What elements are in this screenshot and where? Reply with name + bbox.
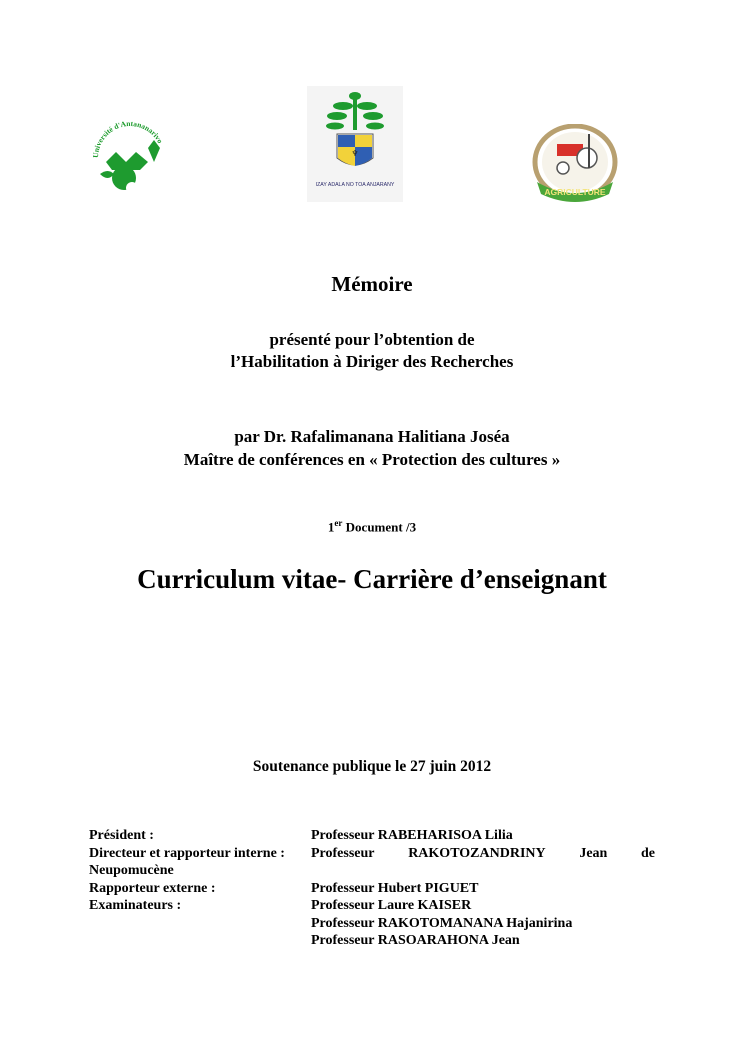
document-number-value: 1 <box>327 519 335 535</box>
memoire-title: Mémoire <box>331 272 413 296</box>
jury-name: Professeur Hubert PIGUET <box>311 880 479 896</box>
jury-examiners-row-3 <box>89 932 655 950</box>
jury-external-row <box>89 880 655 898</box>
svg-text:♆: ♆ <box>351 149 359 158</box>
jury-list <box>89 827 655 950</box>
jury-name: Neupomucène <box>89 863 174 878</box>
defense-date: Soutenance publique le 27 juin 2012 <box>252 758 492 775</box>
document-label: Document /3 <box>342 519 417 535</box>
jury-director-continuation <box>89 862 655 880</box>
jury-name-word: Professeur <box>311 845 375 861</box>
svg-text:Université d'Antananarivo: Université d'Antananarivo <box>90 118 165 159</box>
jury-name-word: Jean <box>579 845 608 861</box>
jury-name: Professeur RABEHARISOA Lilia <box>311 828 513 843</box>
jury-examiners-row <box>89 897 655 915</box>
jury-name-word: de <box>641 845 655 861</box>
jury-name: Professeur RASOARAHONA Jean <box>311 933 520 948</box>
jury-examiners-row-2 <box>89 915 655 933</box>
subtitle-line-2: l’Habilitation à Diriger des Recherches <box>230 352 514 371</box>
jury-name: Professeur RAKOTOMANANA Hajanirina <box>311 915 573 931</box>
svg-text:AGRICULTURE: AGRICULTURE <box>544 187 606 197</box>
main-title: Curriculum vitae- Carrière d’enseignant <box>137 564 607 594</box>
jury-name-word: RAKOTOZANDRINY <box>408 845 546 861</box>
jury-president-row <box>89 827 655 845</box>
author-line-2: Maître de conférences en « Protection des cultures » <box>183 450 561 469</box>
jury-role: Rapporteur externe : <box>89 880 216 896</box>
subtitle-line-1: présenté pour l’obtention de <box>269 330 475 349</box>
jury-name: Professeur Laure KAISER <box>311 898 472 913</box>
document-number-suffix: er <box>334 518 343 528</box>
faculty-logo <box>88 118 172 202</box>
svg-text:IZAY ADALA NO TOA ANJARANY: IZAY ADALA NO TOA ANJARANY <box>315 182 395 188</box>
agriculture-logo <box>527 124 623 202</box>
jury-role: Examinateurs : <box>89 898 182 913</box>
jury-role: Directeur et rapporteur interne : <box>89 845 285 861</box>
author-line-1: par Dr. Rafalimanana Halitiana Joséa <box>234 427 510 446</box>
jury-director-row <box>89 845 655 863</box>
document-number <box>0 518 744 535</box>
jury-role: Président : <box>89 828 154 843</box>
university-crest <box>307 86 403 202</box>
jury-name <box>311 845 655 863</box>
